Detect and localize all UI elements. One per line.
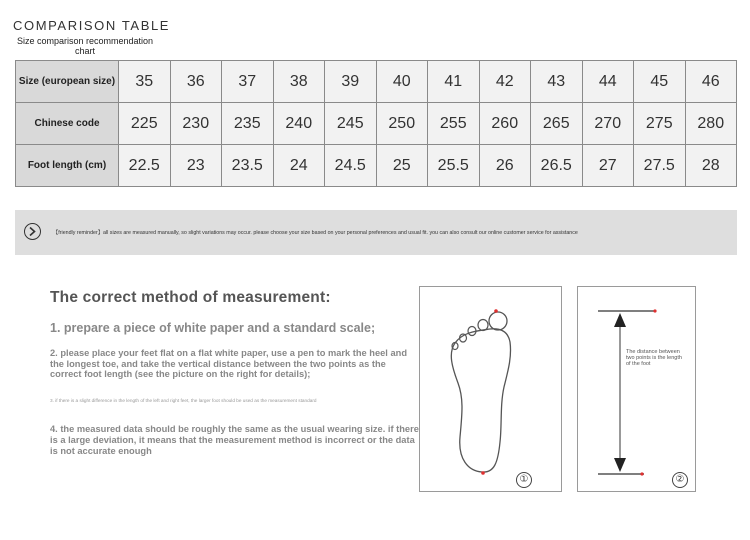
table-cell: 27.5 bbox=[634, 145, 686, 187]
table-cell: 245 bbox=[325, 103, 377, 145]
arrow-right-icon bbox=[24, 223, 41, 240]
table-row bbox=[16, 145, 737, 187]
reminder-text: 【friendly reminder】all sizes are measured manually, so slight variations may occur. please choose your size based on your personal preferences and usual fit. you can also consult our online customer service for assistance bbox=[53, 230, 578, 236]
table-cell: 26 bbox=[479, 145, 531, 187]
table-cell: 235 bbox=[222, 103, 274, 145]
heel-marker bbox=[481, 471, 485, 475]
table-cell: 270 bbox=[582, 103, 634, 145]
table-cell: 46 bbox=[685, 61, 737, 103]
table-cell: 26.5 bbox=[531, 145, 583, 187]
size-comparison-table bbox=[15, 60, 737, 187]
table-cell: 25 bbox=[376, 145, 428, 187]
distance-arrow-icon bbox=[578, 287, 695, 491]
table-cell: 43 bbox=[531, 61, 583, 103]
table-cell: 265 bbox=[531, 103, 583, 145]
toe-marker bbox=[494, 309, 498, 313]
foot-outline-icon bbox=[420, 287, 561, 491]
table-cell: 41 bbox=[428, 61, 480, 103]
table-cell: 24.5 bbox=[325, 145, 377, 187]
table-row bbox=[16, 61, 737, 103]
table-cell: 28 bbox=[685, 145, 737, 187]
table-cell: 36 bbox=[170, 61, 222, 103]
table-cell: 39 bbox=[325, 61, 377, 103]
table-cell: 40 bbox=[376, 61, 428, 103]
table-cell: 230 bbox=[170, 103, 222, 145]
table-cell: 25.5 bbox=[428, 145, 480, 187]
step-3-text: 3. if there is a slight difference in the length of the left and right feet, the larger foot should be used as the measurement standard bbox=[50, 398, 317, 403]
row-header: Chinese code bbox=[16, 103, 119, 145]
foot-outline-figure bbox=[419, 286, 562, 492]
row-header: Size (european size) bbox=[16, 61, 119, 103]
table-cell: 45 bbox=[634, 61, 686, 103]
step-1-text: 1. prepare a piece of white paper and a standard scale; bbox=[50, 321, 376, 335]
table-cell: 23 bbox=[170, 145, 222, 187]
distance-figure bbox=[577, 286, 696, 492]
method-title: The correct method of measurement: bbox=[50, 289, 331, 306]
step-4-text: 4. the measured data should be roughly the same as the usual wearing size. if there is a large deviation, it means that the measurement method is incorrect or the data is not accurate enough bbox=[50, 424, 419, 456]
table-cell: 275 bbox=[634, 103, 686, 145]
chart-subtitle: Size comparison recommendation chart bbox=[16, 36, 154, 56]
row-header: Foot length (cm) bbox=[16, 145, 119, 187]
distance-note: The distance between two points is the length of the foot bbox=[626, 349, 682, 367]
table-cell: 44 bbox=[582, 61, 634, 103]
page-title: COMPARISON TABLE bbox=[13, 18, 171, 33]
table-row bbox=[16, 103, 737, 145]
table-cell: 23.5 bbox=[222, 145, 274, 187]
table-cell: 22.5 bbox=[119, 145, 171, 187]
table-cell: 280 bbox=[685, 103, 737, 145]
table-cell: 240 bbox=[273, 103, 325, 145]
table-cell: 35 bbox=[119, 61, 171, 103]
table-cell: 38 bbox=[273, 61, 325, 103]
table-cell: 260 bbox=[479, 103, 531, 145]
figure-2-number: ② bbox=[672, 472, 688, 488]
table-cell: 27 bbox=[582, 145, 634, 187]
table-cell: 250 bbox=[376, 103, 428, 145]
step-2-text: 2. please place your feet flat on a flat white paper, use a pen to mark the heel and the longest toe, and take the vertical distance between the two points as the correct foot length (see the picture on the right for details); bbox=[50, 348, 408, 379]
reminder-bar bbox=[15, 210, 737, 255]
figure-1-number: ① bbox=[516, 472, 532, 488]
table-cell: 42 bbox=[479, 61, 531, 103]
table-cell: 24 bbox=[273, 145, 325, 187]
table-cell: 255 bbox=[428, 103, 480, 145]
table-cell: 225 bbox=[119, 103, 171, 145]
table-cell: 37 bbox=[222, 61, 274, 103]
